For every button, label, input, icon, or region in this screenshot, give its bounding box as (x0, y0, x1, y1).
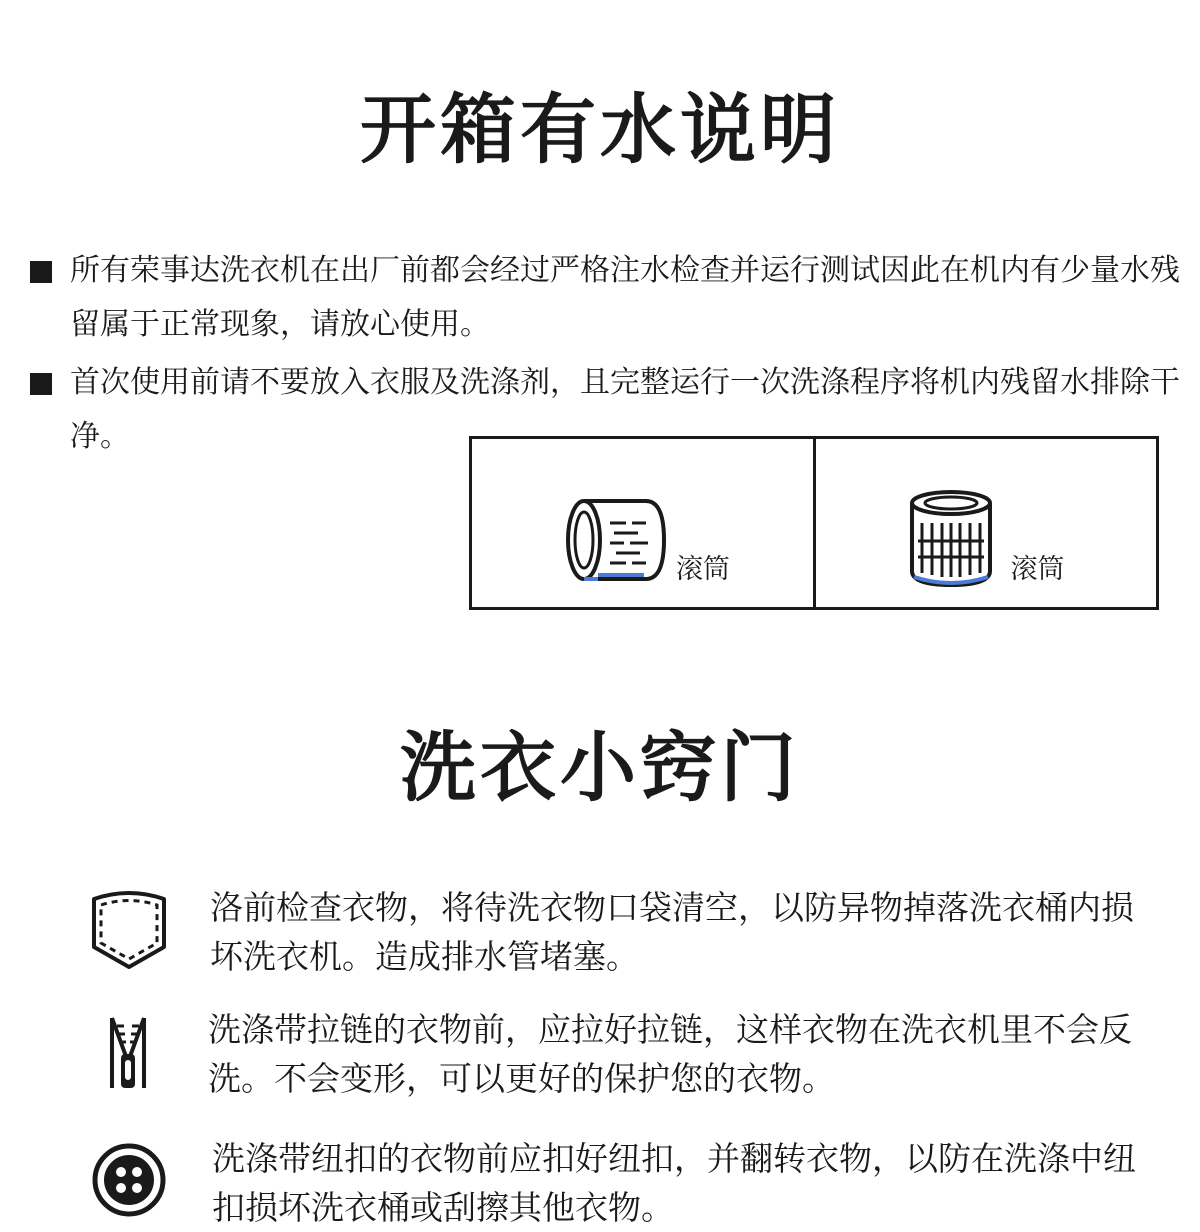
drum-caption: 滚筒 (676, 554, 730, 585)
button-icon (92, 1143, 166, 1217)
tip-text: 洛前检查衣物，将待洗衣物口袋清空，以防异物掉落洗衣桶内损坏洗衣机。造成排水管堵塞。 (210, 888, 1134, 976)
section-title-unboxing-water: 开箱有水说明 (360, 85, 840, 174)
diagram-cell-top-drum (813, 439, 1157, 607)
zipper-icon (108, 1016, 148, 1090)
tip-text: 洗涤带拉链的衣物前，应拉好拉链，这样衣物在洗衣机里不会反洗。不会变形，可以更好的保护您的衣物。 (208, 1010, 1132, 1098)
pocket-icon (90, 889, 168, 971)
notice-item (30, 244, 1180, 352)
diagram-cell-front-drum (472, 439, 813, 607)
notice-text: 所有荣事达洗衣机在出厂前都会经过严格注水检查并运行测试因此在机内有少量水残留属于正常现象，请放心使用。 (70, 253, 1180, 342)
drum-caption: 滚筒 (1010, 554, 1065, 585)
notice-text: 首次使用前请不要放入衣服及洗涤剂，且完整运行一次洗涤程序将机内残留水排除干净。 (70, 365, 1180, 454)
tip-text: 洗涤带纽扣的衣物前应扣好纽扣，并翻转衣物，以防在洗涤中纽扣损坏洗衣桶或刮擦其他衣物。 (212, 1139, 1136, 1227)
section-title-laundry-tips: 洗衣小窍门 (400, 723, 800, 812)
top-drum-icon (908, 489, 994, 589)
front-drum-icon (564, 497, 668, 583)
drum-diagram (469, 436, 1159, 610)
square-bullet-icon (30, 373, 52, 395)
square-bullet-icon (30, 261, 52, 283)
